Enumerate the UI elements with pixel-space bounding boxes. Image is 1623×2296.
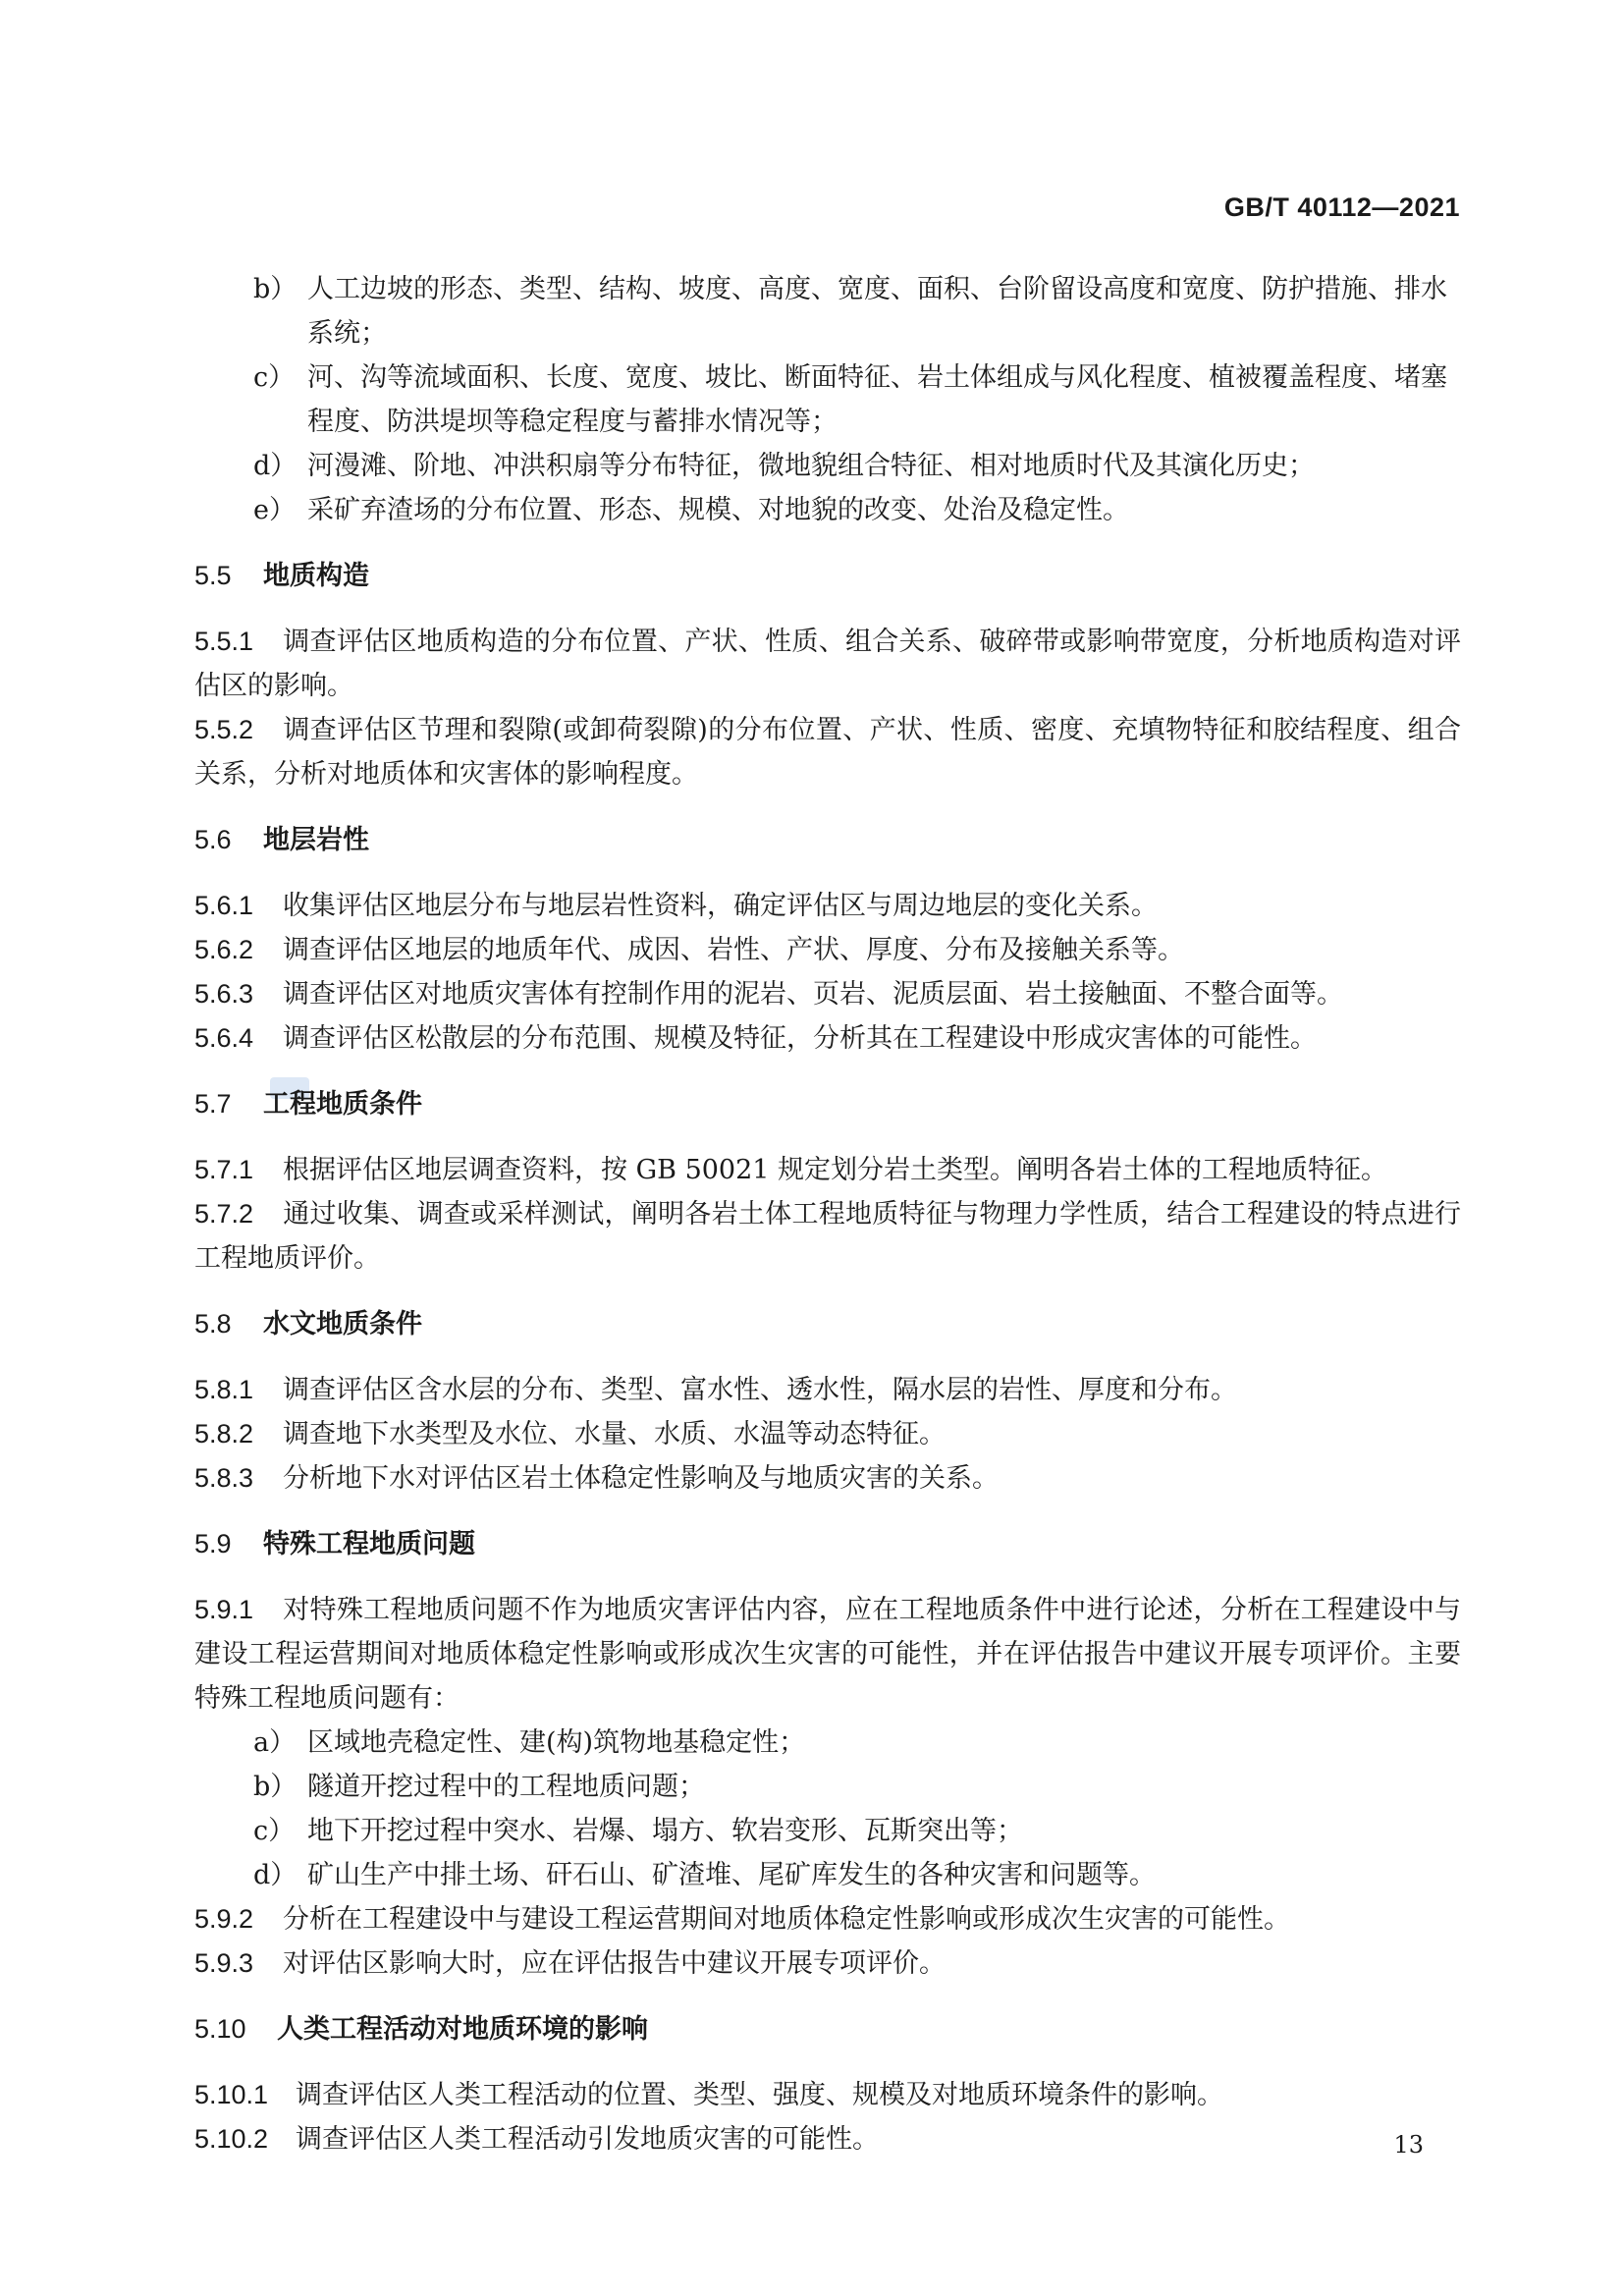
clause-text: 分析在工程建设中与建设工程运营期间对地质体稳定性影响或形成次生灾害的可能性。 xyxy=(283,1904,1290,1935)
clause-paragraph xyxy=(194,1897,1461,1941)
section-heading xyxy=(194,2007,1461,2051)
section-title: 地质构造 xyxy=(263,561,369,590)
clause-number: 5.5.1 xyxy=(194,627,254,656)
clause-paragraph xyxy=(194,2117,1461,2161)
section-title: 特殊工程地质问题 xyxy=(263,1529,475,1558)
clause-number: 5.9.2 xyxy=(194,1904,254,1934)
page-content xyxy=(194,267,1461,2161)
list-text: 人工边坡的形态、类型、结构、坡度、高度、宽度、面积、台阶留设高度和宽度、防护措施、排水系统； xyxy=(307,274,1447,349)
list-label: d） xyxy=(253,451,298,481)
clause-text: 调查评估区对地质灾害体有控制作用的泥岩、页岩、泥质层面、岩土接触面、不整合面等。 xyxy=(283,979,1343,1010)
section-title: 人类工程活动对地质环境的影响 xyxy=(277,2014,648,2044)
clause-number: 5.8.2 xyxy=(194,1419,254,1449)
clause-number: 5.6.3 xyxy=(194,979,254,1009)
list-item xyxy=(194,444,1461,488)
clause-paragraph xyxy=(194,1588,1461,1721)
section-heading xyxy=(194,818,1461,862)
clause-paragraph xyxy=(194,1148,1461,1192)
list-text: 地下开挖过程中突水、岩爆、塌方、软岩变形、瓦斯突出等； xyxy=(307,1816,1023,1846)
clause-number: 5.8.3 xyxy=(194,1463,254,1493)
list-text: 区域地壳稳定性、建(构)筑物地基稳定性； xyxy=(307,1727,806,1758)
section-heading xyxy=(194,1302,1461,1346)
clause-paragraph xyxy=(194,1192,1461,1281)
list-text: 采矿弃渣场的分布位置、形态、规模、对地貌的改变、处治及稳定性。 xyxy=(307,495,1129,525)
clause-text: 分析地下水对评估区岩土体稳定性影响及与地质灾害的关系。 xyxy=(283,1463,999,1494)
page-number: 13 xyxy=(1393,2131,1424,2159)
list-label: c） xyxy=(253,362,296,393)
clause-text: 通过收集、调查或采样测试，阐明各岩土体工程地质特征与物理力学性质，结合工程建设的特点进行工程地质评价。 xyxy=(194,1199,1461,1274)
clause-paragraph xyxy=(194,2073,1461,2117)
clause-text: 对评估区影响大时，应在评估报告中建议开展专项评价。 xyxy=(283,1948,946,1979)
clause-text: 调查地下水类型及水位、水量、水质、水温等动态特征。 xyxy=(283,1419,946,1449)
clause-text: 对特殊工程地质问题不作为地质灾害评估内容，应在工程地质条件中进行论述，分析在工程建设中与建设工程运营期间对地质体稳定性影响或形成次生灾害的可能性，并在评估报告中建议开展专项评价。主要特殊工程地质问题有： xyxy=(194,1595,1461,1714)
list-item xyxy=(194,1721,1461,1765)
list-label: c） xyxy=(253,1816,296,1846)
list-item xyxy=(194,1809,1461,1853)
clause-number: 5.9.1 xyxy=(194,1595,254,1624)
list-label: e） xyxy=(253,495,296,525)
clause-number: 5.5.2 xyxy=(194,715,254,744)
clause-text: 调查评估区松散层的分布范围、规模及特征，分析其在工程建设中形成灾害体的可能性。 xyxy=(283,1023,1317,1054)
clause-number: 5.6.4 xyxy=(194,1023,254,1053)
clause-text: 根据评估区地层调查资料，按 GB 50021 规定划分岩土类型。阐明各岩土体的工程地质特征。 xyxy=(283,1155,1388,1185)
list-text: 河、沟等流域面积、长度、宽度、坡比、断面特征、岩土体组成与风化程度、植被覆盖程度、堵塞程度、防洪堤坝等稳定程度与蓄排水情况等； xyxy=(307,362,1447,437)
list-text: 隧道开挖过程中的工程地质问题； xyxy=(307,1772,705,1802)
section-heading xyxy=(194,1082,1461,1126)
section-title: 工程地质条件 xyxy=(263,1089,422,1119)
clause-text: 调查评估区节理和裂隙(或卸荷裂隙)的分布位置、产状、性质、密度、充填物特征和胶结程度、组合关系，分析对地质体和灾害体的影响程度。 xyxy=(194,715,1461,790)
clause-paragraph xyxy=(194,972,1461,1016)
list-item xyxy=(194,488,1461,532)
clause-paragraph xyxy=(194,1412,1461,1456)
section-title: 水文地质条件 xyxy=(263,1309,422,1339)
section-number: 5.6 xyxy=(194,825,232,854)
clause-text: 调查评估区人类工程活动引发地质灾害的可能性。 xyxy=(296,2124,879,2155)
clause-number: 5.6.1 xyxy=(194,891,254,920)
clause-number: 5.6.2 xyxy=(194,935,254,964)
clause-paragraph xyxy=(194,1016,1461,1061)
clause-text: 调查评估区人类工程活动的位置、类型、强度、规模及对地质环境条件的影响。 xyxy=(296,2080,1223,2110)
list-label: b） xyxy=(253,274,298,304)
section-heading xyxy=(194,1522,1461,1566)
section-heading xyxy=(194,554,1461,598)
list-text: 河漫滩、阶地、冲洪积扇等分布特征，微地貌组合特征、相对地质时代及其演化历史； xyxy=(307,451,1315,481)
clause-paragraph xyxy=(194,928,1461,972)
list-label: b） xyxy=(253,1772,298,1802)
clause-text: 调查评估区地层的地质年代、成因、岩性、产状、厚度、分布及接触关系等。 xyxy=(283,935,1184,965)
clause-number: 5.7.1 xyxy=(194,1155,254,1184)
list-item xyxy=(194,1853,1461,1897)
clause-text: 调查评估区地质构造的分布位置、产状、性质、组合关系、破碎带或影响带宽度，分析地质构造对评估区的影响。 xyxy=(194,627,1461,701)
clause-number: 5.9.3 xyxy=(194,1948,254,1978)
clause-number: 5.10.1 xyxy=(194,2080,269,2109)
list-item xyxy=(194,1765,1461,1809)
section-number: 5.8 xyxy=(194,1309,232,1339)
clause-paragraph xyxy=(194,620,1461,708)
list-item xyxy=(194,267,1461,355)
section-number: 5.5 xyxy=(194,561,232,590)
section-number: 5.10 xyxy=(194,2014,246,2044)
list-text: 矿山生产中排土场、矸石山、矿渣堆、尾矿库发生的各种灾害和问题等。 xyxy=(307,1860,1156,1890)
clause-paragraph xyxy=(194,1456,1461,1501)
clause-number: 5.8.1 xyxy=(194,1375,254,1404)
standard-number: GB/T 40112—2021 xyxy=(1223,192,1460,222)
clause-number: 5.10.2 xyxy=(194,2124,269,2154)
clause-text: 调查评估区含水层的分布、类型、富水性、透水性，隔水层的岩性、厚度和分布。 xyxy=(283,1375,1237,1405)
list-label: a） xyxy=(253,1727,297,1758)
clause-paragraph xyxy=(194,1368,1461,1412)
clause-paragraph xyxy=(194,1941,1461,1986)
clause-text: 收集评估区地层分布与地层岩性资料，确定评估区与周边地层的变化关系。 xyxy=(283,891,1158,921)
clause-paragraph xyxy=(194,708,1461,796)
section-number: 5.9 xyxy=(194,1529,232,1558)
clause-paragraph xyxy=(194,884,1461,928)
section-title: 地层岩性 xyxy=(263,825,369,854)
section-number: 5.7 xyxy=(194,1089,232,1119)
clause-number: 5.7.2 xyxy=(194,1199,254,1229)
list-label: d） xyxy=(253,1860,298,1890)
list-item xyxy=(194,355,1461,444)
